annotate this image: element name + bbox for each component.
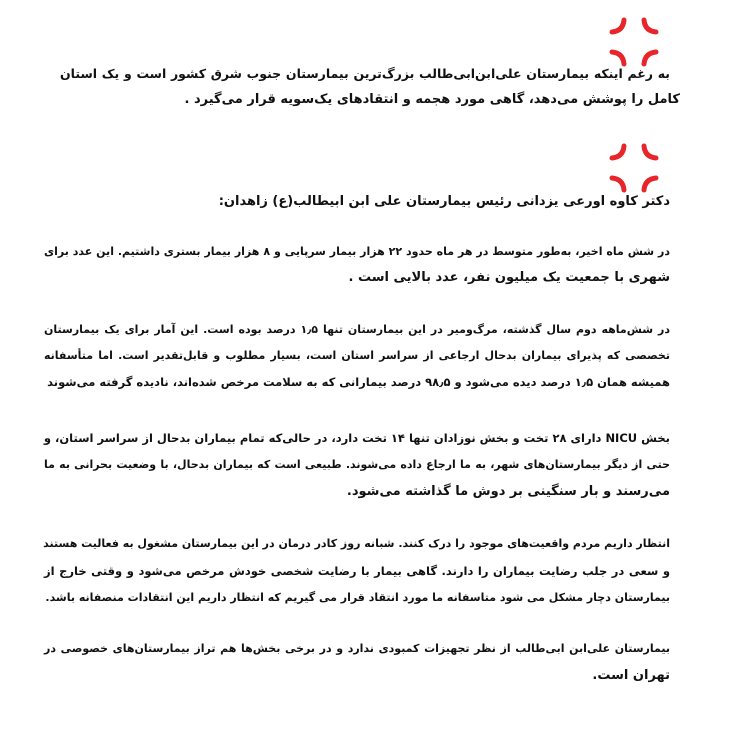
- paragraph-4-line-2: تخصصی که پذیرای بیماران بدحال ارجاعی از سراسر استان است، بسیار مطلوب و قابل‌تقدیر است. اما متأسفانه: [44, 349, 670, 362]
- paragraph-3-line-2: شهری با جمعیت یک میلیون نفر، عدد بالایی است .: [348, 270, 670, 285]
- anger-symbol-icon: [606, 14, 662, 70]
- paragraph-4-line-1: در شش‌ماهه دوم سال گذشته، مرگ‌ومیر در این بیمارستان تنها ۱٫۵ درصد بوده است. این آمار برای یک بیمارستان: [44, 323, 670, 336]
- paragraph-7-line-1: بیمارستان علی‌ابن ابی‌طالب از نظر تجهیزات کمبودی ندارد و در برخی بخش‌ها هم تراز بیمارستان‌های خصوصی در: [44, 642, 670, 655]
- paragraph-5-line-3: می‌رسند و بار سنگینی بر دوش ما گذاشته می‌شود.: [346, 484, 670, 499]
- paragraph-1-line-1: به رغم اینکه بیمارستان علی‌ابن‌ابی‌طالب بزرگ‌ترین بیمارستان جنوب شرق کشور است و یک استان: [60, 66, 670, 81]
- paragraph-6-line-3: بیمارستان دچار مشکل می شود متاسفانه ما مورد انتقاد قرار می گیریم که انتظار داریم این انتقادات منصفانه باشد.: [45, 591, 670, 604]
- anger-symbol-icon: [606, 140, 662, 196]
- paragraph-1-line-2: کامل را پوشش می‌دهد، گاهی مورد هجمه و انتقادهای یک‌سویه قرار می‌گیرد .: [184, 92, 680, 107]
- paragraph-7-line-2: تهران است.: [592, 668, 670, 683]
- speaker-heading: دکتر کاوه اورعی یزدانی رئیس بیمارستان علی ابن ابیطالب(ع) زاهدان:: [218, 194, 670, 209]
- paragraph-3-line-1: در شش ماه اخیر، به‌طور متوسط در هر ماه حدود ۲۲ هزار بیمار سرپایی و ۸ هزار بیمار بستری داشتیم. این عدد برای: [44, 245, 671, 258]
- paragraph-4-line-3: همیشه همان ۱٫۵ درصد دیده می‌شود و ۹۸٫۵ درصد بیمارانی که به سلامت مرخص شده‌اند، نادیده گرفته می‌شوند: [47, 375, 670, 389]
- paragraph-6-line-2: و سعی در جلب رضایت بیماران را دارند. گاهی بیمار با رضایت شخصی خودش مرخص می‌شود و وقتی خارج از: [44, 564, 670, 578]
- paragraph-6-line-1: انتظار داریم مردم واقعیت‌های موجود را درک کنند. شبانه روز کادر درمان در این بیمارستان مشغول به فعالیت هستند: [43, 537, 670, 550]
- paragraph-5-line-1: بخش NICU دارای ۲۸ تخت و بخش نوزادان تنها ۱۴ تخت دارد، در حالی‌که تمام بیماران بدحال از سراسر استان، و: [43, 431, 670, 445]
- paragraph-5-line-2: حتی از دیگر بیمارستان‌های شهر، به ما ارجاع داده می‌شوند. طبیعی است که بیماران بدحال، با وضعیت بحرانی به ما: [44, 458, 670, 471]
